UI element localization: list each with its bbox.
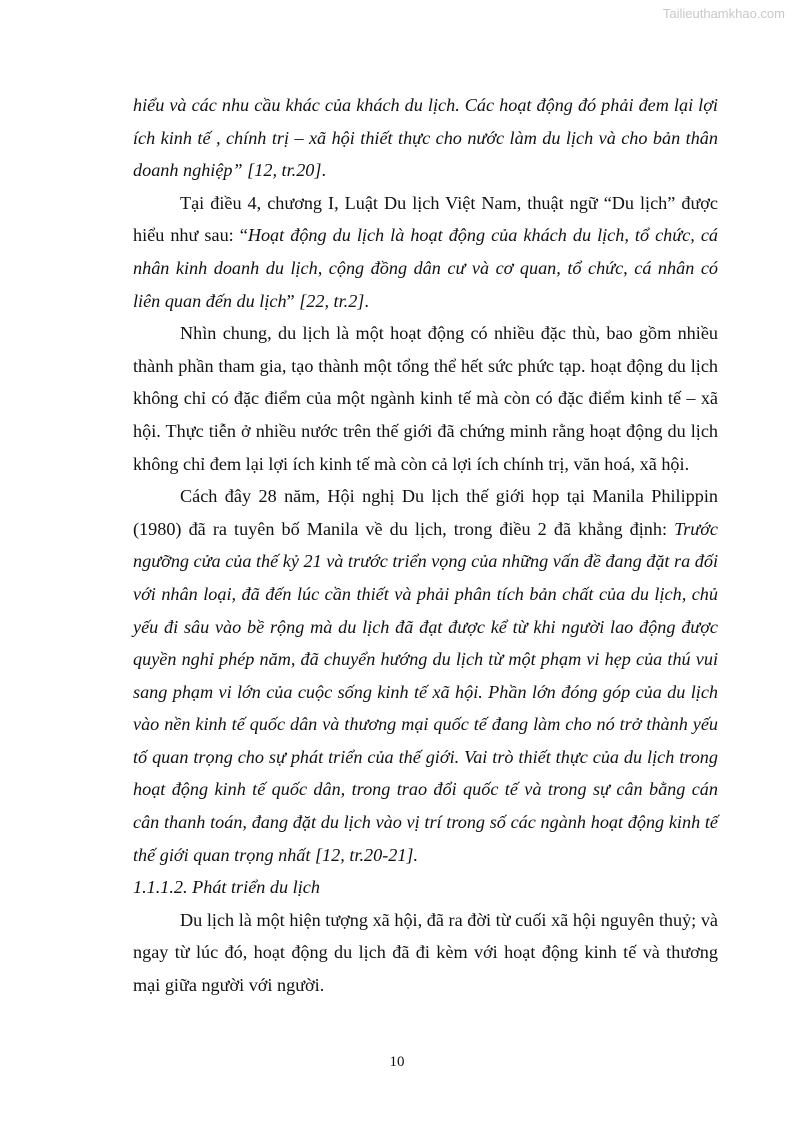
paragraph-intro: Cách đây 28 năm, Hội nghị Du lịch thế giới họp tại Manila Philippin (1980) đã ra tuyên bố Manila về du lịch, trong điều 2 đã khẳng định: xyxy=(133,486,718,539)
watermark: Tailieuthamkhao.com xyxy=(662,6,785,21)
paragraph-end: . xyxy=(321,160,327,181)
quote-close: ” xyxy=(286,290,300,311)
quote-text: hiểu và các nhu cầu khác của khách du lịch. Các hoạt động đó phải đem lại lợi ích kinh tế , chính trị – xã hội thiết thực cho nước làm du lịch và cho bản thân doanh nghiệp” [12, tr.20] xyxy=(133,95,718,181)
paragraph-intro: Tại điều 4, chương I, Luật Du lịch Việt Nam, thuật ngữ “Du lịch” được hiểu như sau: “ xyxy=(133,192,718,246)
quote-text: Hoạt động du lịch là hoạt động của khách du lịch, tổ chức, cá nhân kinh doanh du lịch, cộng đồng dân cư và cơ quan, tổ chức, cá nhân có liên quan đến du lịch xyxy=(133,225,718,311)
paragraph-continuation xyxy=(133,89,718,187)
section-heading: 1.1.1.2. Phát triển du lịch xyxy=(133,877,320,898)
paragraph-overview: Nhìn chung, du lịch là một hoạt động có nhiều đặc thù, bao gồm nhiều thành phần tham gia, tạo thành một tổng thể hết sức phức tạp. hoạt động du lịch không chỉ có đặc điểm của một ngành kinh tế mà còn có đặc điểm kinh tế – xã hội. Thực tiễn ở nhiều nước trên thế giới đã chứng minh rằng hoạt động du lịch không chỉ đem lại lợi ích kinh tế mà còn cả lợi ích chính trị, văn hoá, xã hội. xyxy=(133,323,718,474)
paragraph-end: . xyxy=(364,290,369,311)
quote-text: Trước ngưỡng cửa của thế kỷ 21 và trước triển vọng của những vấn đề đang đặt ra đối với nhân loại, đã đến lúc cần thiết và phải phân tích bản chất của du lịch, chủ yếu đi sâu vào bề rộng mà du lịch đã đạt được kể từ khi người lao động được quyền nghỉ phép năm, đã chuyển hướng du lịch từ một phạm vi hẹp của thú vui sang phạm vi lớn của cuộc sống kinh tế xã hội. Phần lớn đóng góp của du lịch vào nền kinh tế quốc dân và thương mại quốc tế đang làm cho nó trở thành yếu tố quan trọng cho sự phát triển của thế giới. Vai trò thiết thực của du lịch trong hoạt động kinh tế quốc dân, trong trao đổi quốc tế và trong sự cân bằng cán cân thanh toán, đang đặt du lịch vào vị trí trong số các ngành hoạt động kinh tế thế giới quan trọng nhất [12, tr.20-21]. xyxy=(133,518,718,865)
page-body xyxy=(133,89,718,1002)
citation: [22, tr.2] xyxy=(299,290,365,311)
paragraph-law-definition xyxy=(133,187,718,317)
paragraph-manila xyxy=(133,480,718,871)
page-number: 10 xyxy=(389,1054,405,1070)
paragraph-development: Du lịch là một hiện tượng xã hội, đã ra đời từ cuối xã hội nguyên thuỷ; và ngay từ lúc đó, hoạt động du lịch đã đi kèm với hoạt động kinh tế và thương mại giữa người với người. xyxy=(133,909,718,996)
